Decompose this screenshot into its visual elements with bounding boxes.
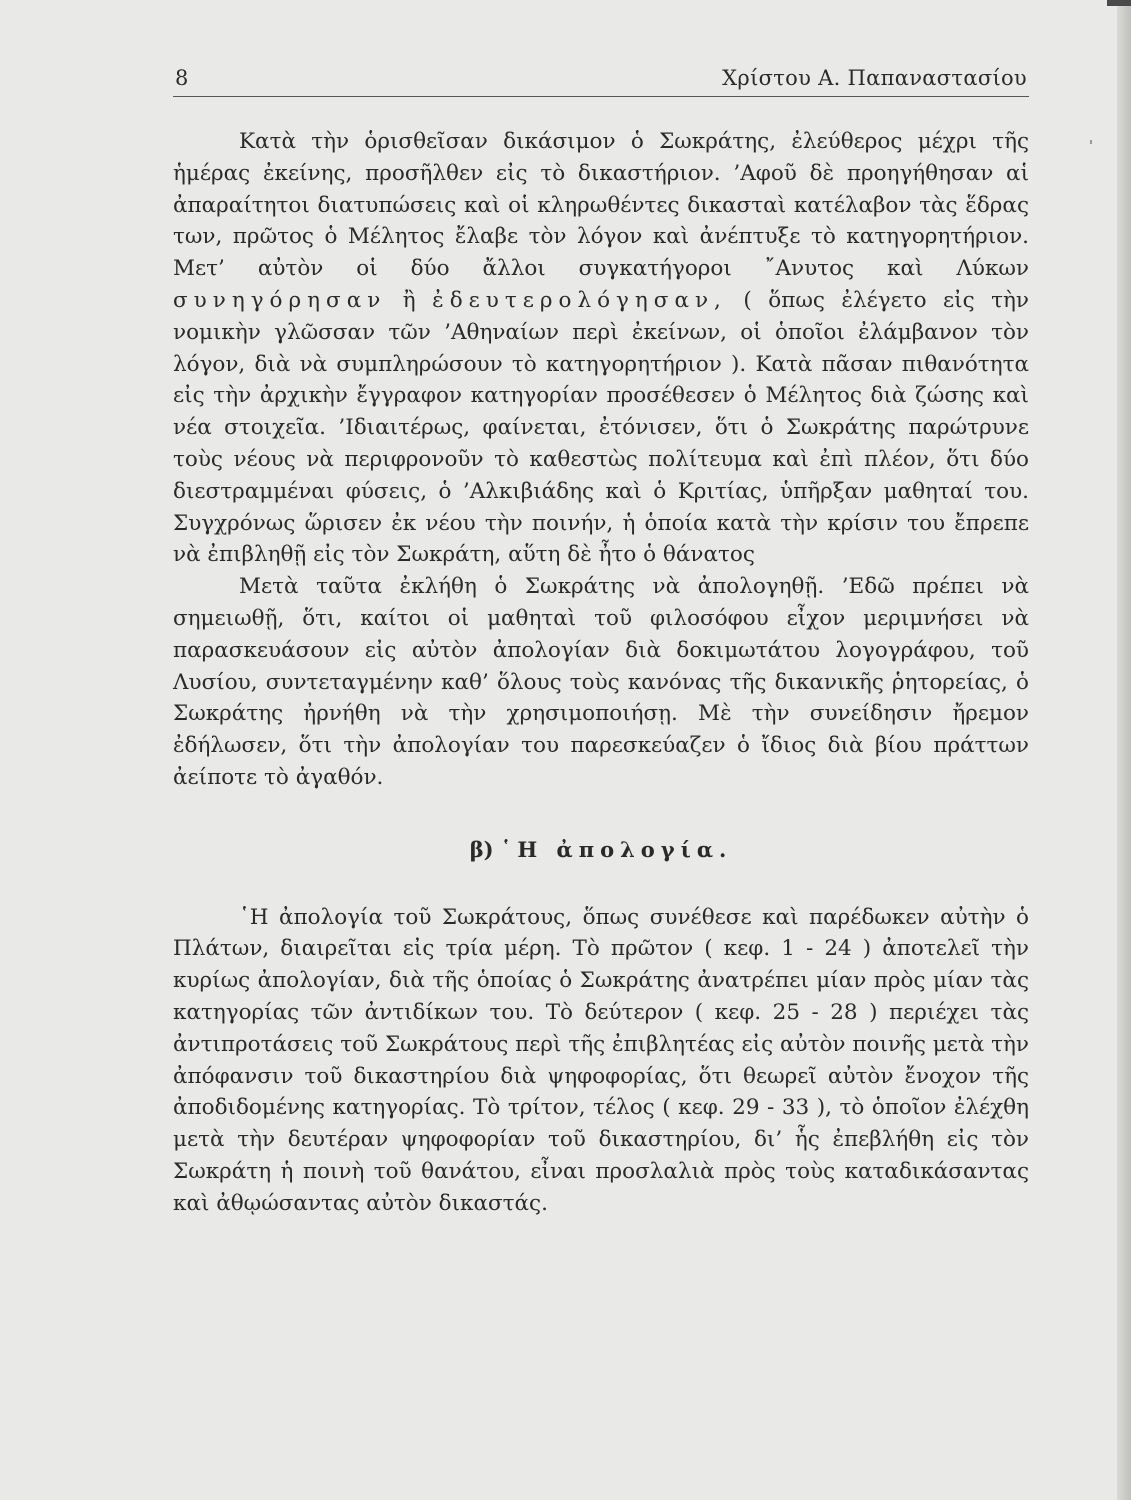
spaced-term-1: συνηγόρησαν: [173, 287, 387, 313]
paragraph-2: Μετὰ ταῦτα ἐκλήθη ὁ Σωκράτης νὰ ἀπολογηθῇ. ’Εδῶ πρέπει νὰ σημειωθῇ, ὅτι, καίτοι οἱ μαθηταὶ τοῦ φιλοσόφου εἶχον μεριμνήσει νὰ παρασκευάσουν εἰς αὐτὸν ἀπολογίαν διὰ δοκιμωτάτου λογογράφου, τοῦ Λυσίου, συντεταγμένην καθ’ ὅλους τοὺς κανόνας τῆς δικανικῆς ῥητορείας, ὁ Σωκράτης ἠρνήθη νὰ τὴν χρησιμοποιήσῃ. Μὲ τὴν συνείδησιν ἤρεμον ἐδήλωσεν, ὅτι τὴν ἀπολογίαν του παρεσκεύαζεν ὁ ἴδιος διὰ βίου πράττων ἀείποτε τὸ ἀγαθόν.: [173, 574, 1029, 790]
running-title: Χρίστου Α. Παπαναστασίου: [722, 66, 1027, 90]
spaced-term-2: ἐδευτερολόγησαν,: [432, 287, 727, 313]
page-corner-shadow: [1107, 0, 1131, 6]
paragraph-3: ῾Η ἀπολογία τοῦ Σωκράτους, ὅπως συνέθεσε καὶ παρέδωκεν αὐτὴν ὁ Πλάτων, διαιρεῖται εἰς τρία μέρη. Τὸ πρῶτον ( κεφ. 1 - 24 ) ἀποτελεῖ τὴν κυρίως ἀπολογίαν, διὰ τῆς ὁποίας ὁ Σωκράτης ἀνατρέπει μίαν πρὸς μίαν τὰς κατηγορίας τῶν ἀντιδίκων του. Τὸ δεύτερον ( κεφ. 25 - 28 ) περιέχει τὰς ἀντιπροτάσεις τοῦ Σωκράτους περὶ τῆς ἐπιβλητέας εἰς αὐτὸν ποινῆς μετὰ τὴν ἀπόφανσιν τοῦ δικαστηρίου διὰ ψηφοφορίας, ὅτι θεωρεῖ αὐτὸν ἔνοχον τῆς ἀποδιδομένης κατηγορίας. Τὸ τρίτον, τέλος ( κεφ. 29 - 33 ), τὸ ὁποῖον ἐλέχθη μετὰ τὴν δευτέραν ψηφοφορίαν τοῦ δικαστηρίου, δι’ ἧς ἐπεβλήθη εἰς τὸν Σωκράτη ἡ ποινὴ τοῦ θανάτου, εἶναι προσλαλιὰ πρὸς τοὺς καταδικάσαντας καὶ ἀθῳώσαντας αὐτὸν δικαστάς.: [173, 904, 1029, 1216]
conjunction: ἢ: [402, 287, 416, 313]
paragraph-1-part-1: Κατὰ τὴν ὁρισθεῖσαν δικάσιμον ὁ Σωκράτης, ἐλεύθερος μέχρι τῆς ἡμέρας ἐκείνης, προσῆλθεν εἰς τὸ δικαστήριον. ’Αφοῦ δὲ προηγήθησαν αἱ ἀπαραίτητοι διατυπώσεις καὶ οἱ κληρωθέντες δικασταὶ κατέλαβον τὰς ἕδρας των, πρῶτος ὁ Μέλητος ἔλαβε τὸν λόγον καὶ ἀνέπτυξε τὸ κατηγορητήριον. Μετ’ αὐτὸν οἱ δύο ἄλλοι συγκατήγοροι ῎Ανυτος καὶ Λύκων: [173, 129, 1029, 282]
body-text: [173, 126, 1029, 1220]
page-edge: [1117, 0, 1131, 1500]
section-label: β): [469, 836, 494, 862]
page-number: 8: [175, 66, 189, 90]
paragraph-1: [173, 126, 1029, 571]
paper-speck: [1090, 140, 1092, 144]
paragraph-1-part-2: ( ὅπως ἐλέγετο εἰς τὴν νομικὴν γλῶσσαν τῶν ’Αθηναίων περὶ ἐκείνων, οἱ ὁποῖοι ἐλάμβανον τὸν λόγον, διὰ νὰ συμπληρώσουν τὸ κατηγορητήριον ). Κατὰ πᾶσαν πιθανότητα εἰς τὴν ἀρχικὴν ἔγγραφον κατηγορίαν προσέθεσεν ὁ Μέλητος διὰ ζώσης καὶ νέα στοιχεῖα. ’Ιδιαιτέρως, φαίνεται, ἐτόνισεν, ὅτι ὁ Σωκράτης παρώτρυνε τοὺς νέους νὰ περιφρονοῦν τὸ καθεστὼς πολίτευμα καὶ ἐπὶ πλέον, ὅτι δύο διεστραμμέναι φύσεις, ὁ ’Αλκιβιάδης καὶ ὁ Κριτίας, ὑπῆρξαν μαθηταί του. Συγχρόνως ὥρισεν ἐκ νέου τὴν ποινήν, ἡ ὁποία κατὰ τὴν κρίσιν του ἔπρεπε νὰ ἐπιβληθῇ εἰς τὸν Σωκράτη, αὕτη δὲ ἦτο ὁ θάνατος: [173, 287, 1029, 568]
section-heading: [173, 834, 1029, 866]
page-header: [173, 62, 1029, 97]
section-title: ῾Η ἀπολογία.: [500, 836, 733, 862]
